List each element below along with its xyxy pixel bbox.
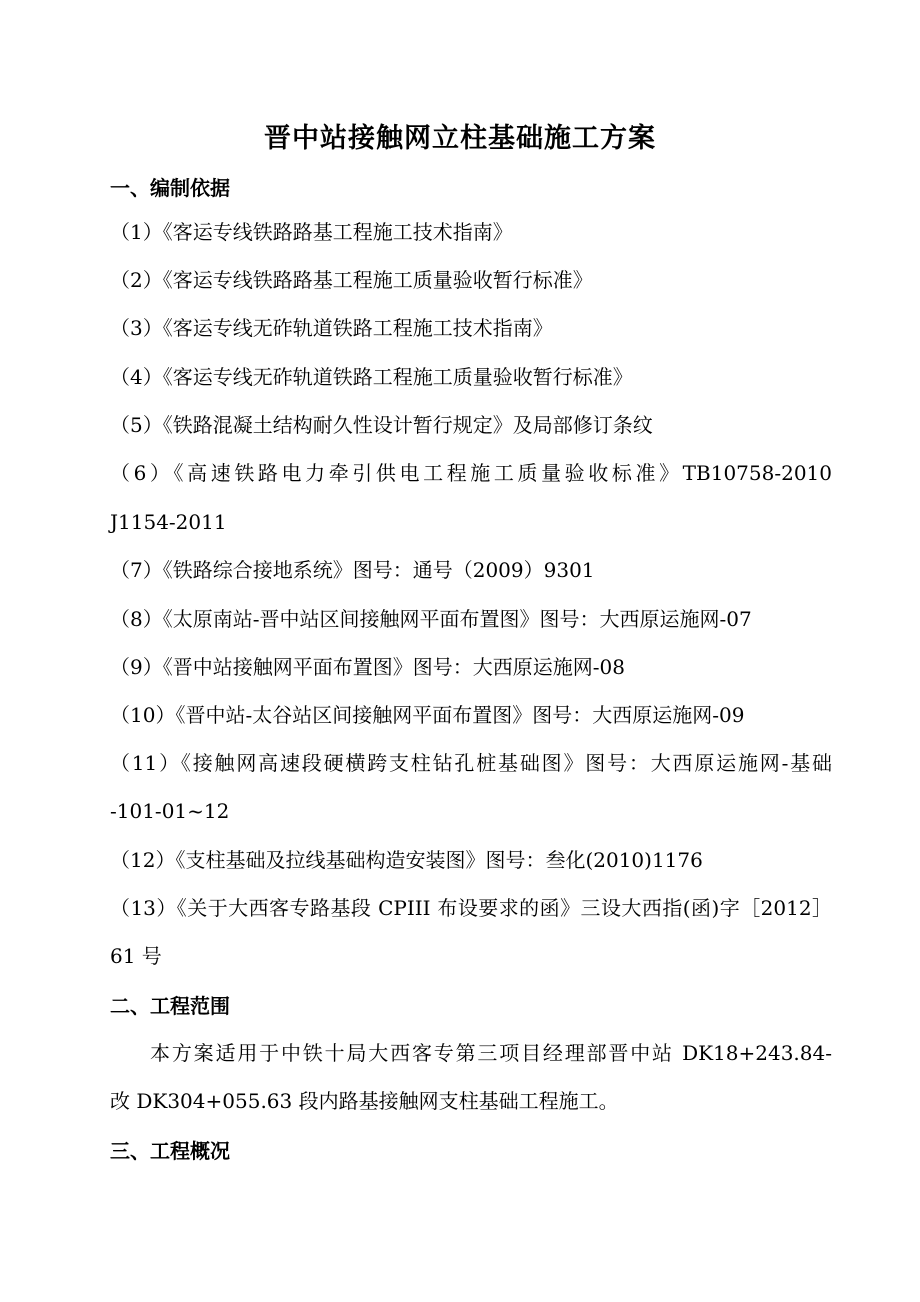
scope-paragraph-line-2: 改 DK304+055.63 段内路基接触网支柱基础工程施工。 xyxy=(110,1089,619,1113)
basis-item-11-continued: -101-01~12 xyxy=(110,799,230,823)
basis-item-11: （11）《接触网高速段硬横跨支柱钻孔桩基础图》图号：大西原运施网-基础 xyxy=(110,751,832,775)
basis-item-6-continued: J1154-2011 xyxy=(110,510,227,534)
basis-item-8: （8）《太原南站-晋中站区间接触网平面布置图》图号：大西原运施网-07 xyxy=(110,607,752,631)
basis-item-10: （10）《晋中站-太谷站区间接触网平面布置图》图号：大西原运施网-09 xyxy=(110,703,745,727)
basis-item-12: （12）《支柱基础及拉线基础构造安装图》图号：叁化(2010)1176 xyxy=(110,848,703,872)
basis-item-7: （7）《铁路综合接地系统》图号：通号（2009）9301 xyxy=(110,558,595,582)
basis-item-9: （9）《晋中站接触网平面布置图》图号：大西原运施网-08 xyxy=(110,655,625,679)
basis-item-2: （2）《客运专线铁路路基工程施工质量验收暂行标准》 xyxy=(110,268,593,292)
basis-item-6: （6）《高速铁路电力牵引供电工程施工质量验收标准》TB10758-2010 xyxy=(110,461,832,485)
basis-item-5: （5）《铁路混凝土结构耐久性设计暂行规定》及局部修订条纹 xyxy=(110,413,653,437)
section-heading-scope: 二、工程范围 xyxy=(110,994,230,1018)
basis-item-3: （3）《客运专线无砟轨道铁路工程施工技术指南》 xyxy=(110,316,553,340)
section-heading-basis: 一、编制依据 xyxy=(110,176,230,200)
document-title: 晋中站接触网立柱基础施工方案 xyxy=(264,123,656,154)
basis-item-1: （1）《客运专线铁路路基工程施工技术指南》 xyxy=(110,220,513,244)
basis-item-13-continued: 61 号 xyxy=(110,944,162,968)
section-heading-overview: 三、工程概况 xyxy=(110,1139,230,1163)
scope-paragraph-line-1: 本方案适用于中铁十局大西客专第三项目经理部晋中站 DK18+243.84- xyxy=(150,1041,832,1065)
basis-item-4: （4）《客运专线无砟轨道铁路工程施工质量验收暂行标准》 xyxy=(110,365,633,389)
basis-item-13: （13）《关于大西客专路基段 CPIII 布设要求的函》三设大西指(函)字［2012］ xyxy=(110,896,832,920)
